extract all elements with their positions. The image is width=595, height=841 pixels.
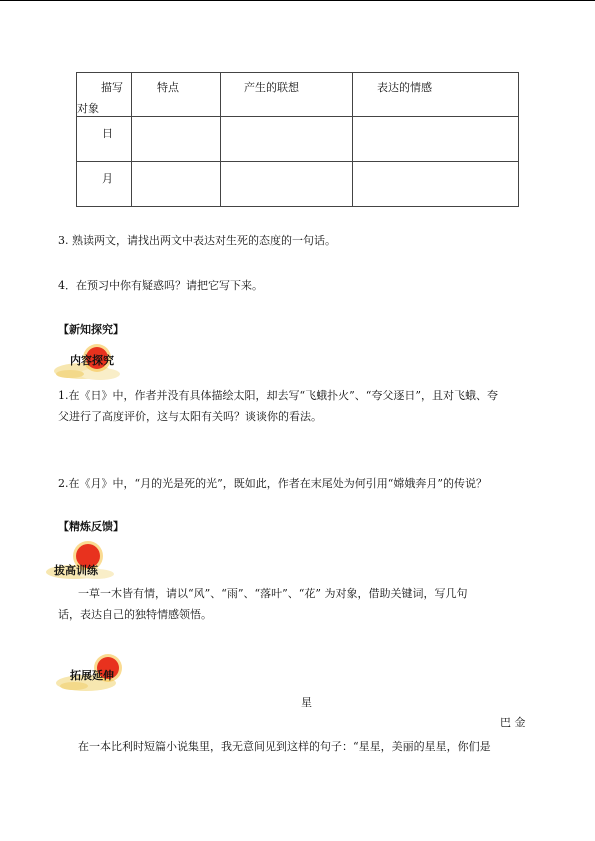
badge-label: 拔高训练 [54,564,98,577]
header-emotion-cell [353,73,519,117]
table-row [77,117,519,162]
empty-cell[interactable] [132,117,221,162]
empty-cell[interactable] [221,117,353,162]
empty-cell[interactable] [221,162,353,207]
header-object-bottom: 对象 [77,102,99,115]
badge-content-explore [52,341,144,381]
header-object-top: 描写 [101,81,123,94]
empty-cell[interactable] [132,162,221,207]
row-label-sun: 日 [102,127,113,140]
section-heading-new-knowledge: 【新知探究】 [58,323,124,336]
header-association-cell [221,73,353,117]
essay-author: 巴 金 [500,716,526,729]
badge-extension [52,652,144,692]
essay-title: 星 [301,696,312,709]
practice-line2: 话，表达自己的独特情感领悟。 [58,608,212,621]
empty-cell[interactable] [353,162,519,207]
question-3: 3. 熟读两文，请找出两文中表达对生死的态度的一句话。 [58,234,336,247]
essay-text-line1: 在一本比利时短篇小说集里，我无意间见到这样的句子：“星星，美丽的星星，你们是 [78,740,491,753]
header-feature-cell [132,73,221,117]
question-4: 4．在预习中你有疑惑吗？请把它写下来。 [58,279,263,292]
section-heading-practice: 【精炼反馈】 [58,520,124,533]
row-label-cell [77,162,132,207]
badge-label: 拓展延伸 [70,669,114,682]
row-label-moon: 月 [102,172,113,185]
header-association: 产生的联想 [244,81,299,94]
header-emotion: 表达的情感 [377,81,432,94]
header-object-cell [77,73,132,117]
table-row [77,162,519,207]
analysis-table [76,72,519,207]
table-header-row [77,73,519,117]
question-new-1-line2: 父进行了高度评价，这与太阳有关吗？谈谈你的看法。 [58,410,322,423]
empty-cell[interactable] [353,117,519,162]
question-new-2: 2.在《月》中，“月的光是死的光”，既如此，作者在末尾处为何引用“嫦娥奔月”的传说？ [58,477,487,490]
practice-line1: 一草一木皆有情，请以“风”、“雨”、“落叶”、“花” 为对象，借助关键词，写几句 [78,587,468,600]
row-label-cell [77,117,132,162]
header-feature: 特点 [157,81,179,94]
badge-advanced-training [44,540,136,580]
top-border-line [0,0,595,1]
badge-label: 内容探究 [70,354,114,367]
question-new-1-line1: 1.在《日》中，作者并没有具体描绘太阳，却去写“飞蛾扑火”、“夸父逐日”，且对飞蛾、夸 [58,389,498,402]
